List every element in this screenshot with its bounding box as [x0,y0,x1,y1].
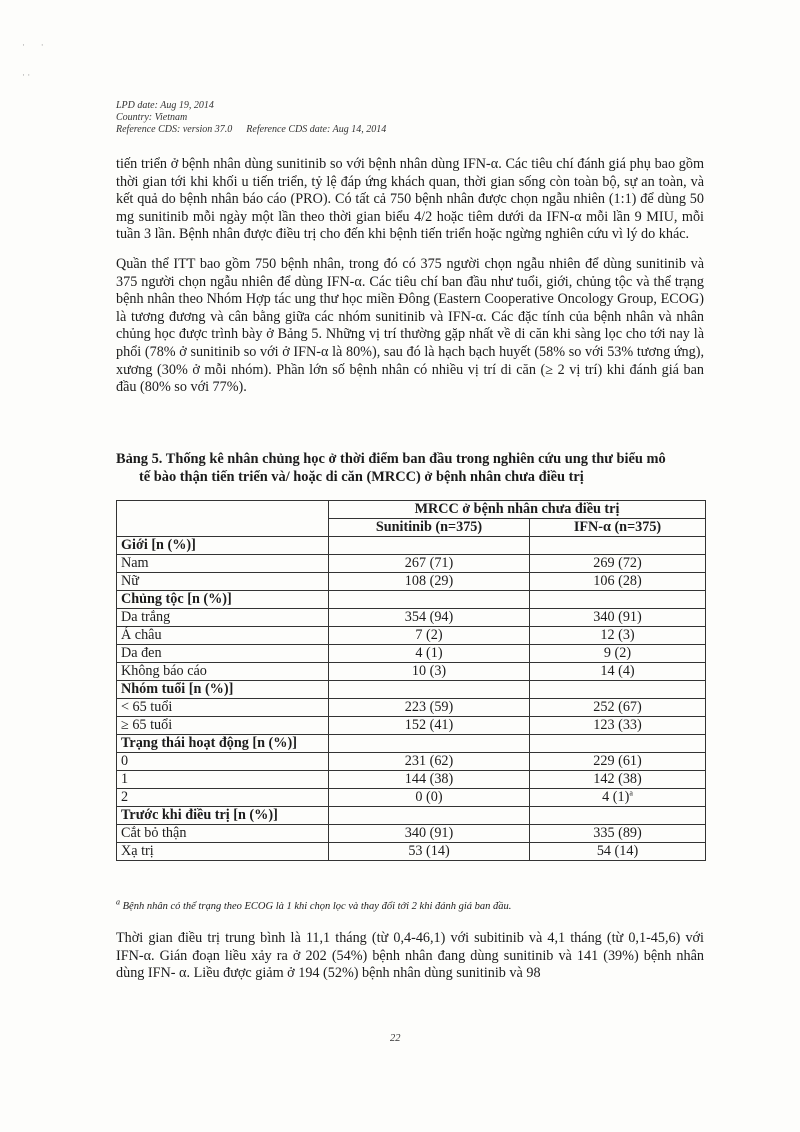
row-label: Nam [117,555,329,573]
ifn-value [530,789,706,807]
ifn-value-text: 123 (33) [593,717,642,733]
ifn-value-text: 14 (4) [600,663,635,679]
country: Country: Vietnam [116,112,188,123]
footnote-marker: a [116,897,120,907]
table-row [117,717,706,735]
row-label: Da đen [117,645,329,663]
row-label: 1 [117,771,329,789]
ifn-value [530,699,706,717]
sunitinib-value [329,807,530,825]
ifn-value-text: 340 (91) [593,609,642,625]
sunitinib-value: 108 (29) [329,573,530,591]
header-empty-cell [117,501,329,537]
sunitinib-value: 4 (1) [329,645,530,663]
ifn-value [530,573,706,591]
footnote-ref: a [629,788,633,798]
ifn-value-text: 269 (72) [593,555,642,571]
ifn-value [530,555,706,573]
sunitinib-value [329,735,530,753]
table-row [117,555,706,573]
paragraph-study-design: tiến triển ở bệnh nhân dùng sunitinib so với bệnh nhân dùng IFN-α. Các tiêu chí đánh giá phụ bao gồm thời gian tới khi khối u tiến triển, tỷ lệ đáp ứng khách quan, thời gian sống còn toàn bộ, sự an toàn, và kết quả do bệnh nhân báo cáo (PRO). Có tất cả 750 bệnh nhân được chọn ngẫu nhiên (1:1) để dùng 50 mg sunitinib mỗi ngày một lần theo thời gian biểu 4/2 hoặc tiêm dưới da IFN-α mỗi lần 9 MIU, mỗi tuần 3 lần. Bệnh nhân được điều trị cho đến khi bệnh tiến triển hoặc ngừng nghiên cứu vì lý do khác. [116,156,704,243]
footnote-text: Bệnh nhân có thể trạng theo ECOG là 1 khi chọn lọc và thay đổi tới 2 khi đánh giá ban đầu. [120,901,512,912]
reference-cds-date: Reference CDS date: Aug 14, 2014 [246,124,387,135]
ifn-value [530,717,706,735]
table-section-row [117,681,706,699]
sunitinib-value: 144 (38) [329,771,530,789]
paragraph-itt-population: Quần thể ITT bao gồm 750 bệnh nhân, trong đó có 375 người chọn ngẫu nhiên để dùng sunitinib và 375 người chọn ngẫu nhiên để dùng IFN-α. Các tiêu chí ban đầu như tuổi, giới, chủng tộc và thể trạng bệnh nhân theo Nhóm Hợp tác ung thư học miền Đông (Eastern Cooperative Oncology Group, ECOG) là tương đương và cân bằng giữa các nhóm sunitinib và IFN-α. Các đặc tính của bệnh nhân và nhân chủng học được trình bày ở Bảng 5. Những vị trí thường gặp nhất về di căn khi sàng lọc cho tới nay là phổi (78% ở sunitinib so với ở IFN-α là 80%), sau đó là hạch bạch huyết (58% so với 53% tương ứng), xương (30% ở mỗi nhóm). Phần lớn số bệnh nhân có nhiều vị trí di căn (≥ 2 vị trí) khi đánh giá ban đầu (80% so với 77%). [116,256,704,396]
sunitinib-value [329,591,530,609]
row-label: Nữ [117,573,329,591]
reference-line [116,124,386,136]
ifn-value-text: 106 (28) [593,573,642,589]
table-section-row [117,537,706,555]
row-label: 0 [117,753,329,771]
sunitinib-value: 10 (3) [329,663,530,681]
ifn-value [530,681,706,699]
row-label: < 65 tuổi [117,699,329,717]
row-label: ≥ 65 tuổi [117,717,329,735]
sunitinib-value: 152 (41) [329,717,530,735]
ifn-value-text: 9 (2) [603,645,632,661]
row-label: Á châu [117,627,329,645]
table-row [117,609,706,627]
sunitinib-value [329,681,530,699]
ifn-value [530,591,706,609]
ifn-value [530,663,706,681]
reference-cds-version: Reference CDS: version 37.0 [116,124,233,135]
table-row [117,627,706,645]
header-sunitinib: Sunitinib (n=375) [329,519,530,537]
page-number: 22 [390,1033,401,1044]
table-row [117,843,706,861]
lpd-date: LPD date: Aug 19, 2014 [116,100,214,111]
paragraph-treatment-duration: Thời gian điều trị trung bình là 11,1 tháng (từ 0,4-46,1) với subitinib và 4,1 tháng (từ 0,1-45,6) với IFN-α. Gián đoạn liều xảy ra ở 202 (54%) bệnh nhân đang dùng sunitinib và 141 (39%) bệnh nhân dùng IFN- α. Liều được giảm ở 194 (52%) bệnh nhân dùng sunitinib và 98 [116,930,704,982]
table-row [117,753,706,771]
ifn-value-text: 54 (14) [596,843,639,859]
row-label: Cắt bỏ thận [117,825,329,843]
section-label: Chủng tộc [n (%)] [117,591,329,609]
table-row [117,789,706,807]
table-footnote [116,897,706,913]
table-row [117,645,706,663]
section-label: Trạng thái hoạt động [n (%)] [117,735,329,753]
ifn-value-text: 4 (1) [602,789,630,805]
ifn-value [530,753,706,771]
section-label: Trước khi điều trị [n (%)] [117,807,329,825]
table-row [117,699,706,717]
table-row [117,663,706,681]
row-label: 2 [117,789,329,807]
table-section-row [117,807,706,825]
ifn-value [530,645,706,663]
ifn-value [530,735,706,753]
sunitinib-value: 53 (14) [329,843,530,861]
ifn-value-text: 12 (3) [600,627,635,643]
section-label: Giới [n (%)] [117,537,329,555]
table-section-row [117,735,706,753]
ifn-value-text: 252 (67) [593,699,642,715]
sunitinib-value: 0 (0) [329,789,530,807]
table-section-row [117,591,706,609]
header-ifn: IFN-α (n=375) [530,519,706,537]
section-label: Nhóm tuổi [n (%)] [117,681,329,699]
ifn-value [530,771,706,789]
row-label: Không báo cáo [117,663,329,681]
table-row [117,573,706,591]
table-row [117,771,706,789]
ifn-value-text: 335 (89) [593,825,642,841]
header-group: MRCC ở bệnh nhân chưa điều trị [329,501,706,519]
table-row [117,825,706,843]
table-header-row-1 [117,501,706,519]
sunitinib-value [329,537,530,555]
sunitinib-value: 340 (91) [329,825,530,843]
sunitinib-value: 7 (2) [329,627,530,645]
ifn-value [530,807,706,825]
ifn-value-text: 142 (38) [593,771,642,787]
ifn-value [530,843,706,861]
ifn-value [530,537,706,555]
scan-specks: · · · · [22,40,44,80]
table-caption-line-2: tế bào thận tiến triển và/ hoặc di căn (MRCC) ở bệnh nhân chưa điều trị [139,469,584,485]
sunitinib-value: 267 (71) [329,555,530,573]
row-label: Da trắng [117,609,329,627]
ifn-value [530,825,706,843]
document-header [116,100,386,136]
table-body [117,537,706,861]
sunitinib-value: 354 (94) [329,609,530,627]
ifn-value-text: 229 (61) [593,753,642,769]
sunitinib-value: 223 (59) [329,699,530,717]
sunitinib-value: 231 (62) [329,753,530,771]
ifn-value [530,609,706,627]
demographics-table [116,500,706,861]
ifn-value [530,627,706,645]
row-label: Xạ trị [117,843,329,861]
table-caption-line-1: Bảng 5. Thống kê nhân chủng học ở thời điểm ban đầu trong nghiên cứu ung thư biểu mô [116,451,666,467]
table-caption [116,450,706,486]
